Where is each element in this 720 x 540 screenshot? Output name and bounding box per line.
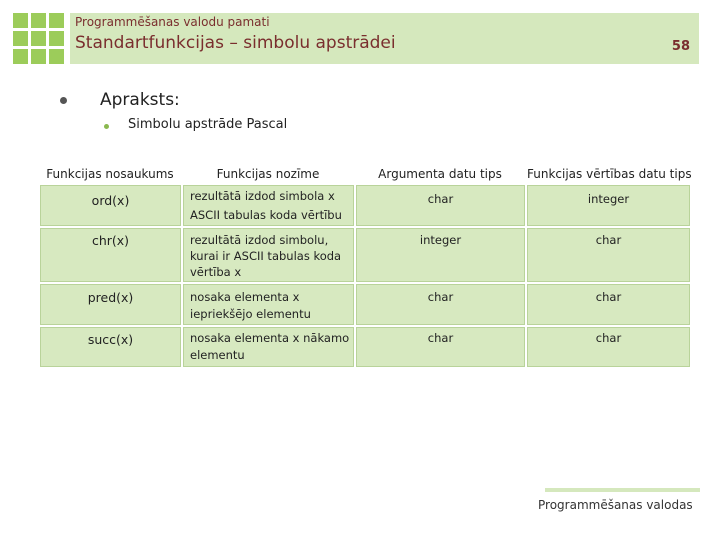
function-name: chr(x) <box>91 233 130 248</box>
function-name: succ(x) <box>87 332 134 347</box>
function-meaning-line: kurai ir ASCII tabulas koda <box>190 249 342 263</box>
footer-text: Programmēšanas valodas <box>538 498 693 512</box>
logo-grid <box>13 13 67 64</box>
function-meaning-line: iepriekšējo elementu <box>190 307 311 321</box>
ret-type: integer <box>587 192 630 206</box>
page-number: 58 <box>671 39 690 54</box>
function-meaning-line: ASCII tabulas koda vērtību <box>190 208 342 222</box>
bullet-level2: Simbolu apstrāde Pascal <box>128 117 288 132</box>
bullet-level1: Apraksts: <box>100 90 180 110</box>
function-meaning-line: nosaka elementa x nākamo <box>190 331 350 345</box>
function-meaning-line: rezultātā izdod simbola x <box>190 189 335 203</box>
function-meaning-line: vērtība x <box>190 265 242 279</box>
arg-type: char <box>427 331 454 345</box>
slide-supertitle: Programmēšanas valodu pamati <box>75 15 270 29</box>
footer-divider <box>545 488 700 492</box>
arg-type: integer <box>419 233 462 247</box>
ret-type: char <box>595 290 622 304</box>
table-header-meaning: Funkcijas nozīme <box>216 167 320 181</box>
bullet-dot-level1 <box>60 97 67 104</box>
function-meaning-line: elementu <box>190 348 245 362</box>
ret-type: char <box>595 331 622 345</box>
function-meaning-line: rezultātā izdod simbolu, <box>190 233 329 247</box>
function-name: pred(x) <box>87 290 134 305</box>
table-header-ret-type: Funkcijas vērtības datu tips <box>527 167 692 181</box>
table-header-arg-type: Argumenta datu tips <box>378 167 502 181</box>
function-name: ord(x) <box>91 193 130 208</box>
arg-type: char <box>427 192 454 206</box>
arg-type: char <box>427 290 454 304</box>
ret-type: char <box>595 233 622 247</box>
function-meaning-line: nosaka elementa x <box>190 290 300 304</box>
table-header-name: Funkcijas nosaukums <box>46 167 174 181</box>
bullet-dot-level2 <box>104 124 109 129</box>
slide-title: Standartfunkcijas – simbolu apstrādei <box>75 33 396 53</box>
